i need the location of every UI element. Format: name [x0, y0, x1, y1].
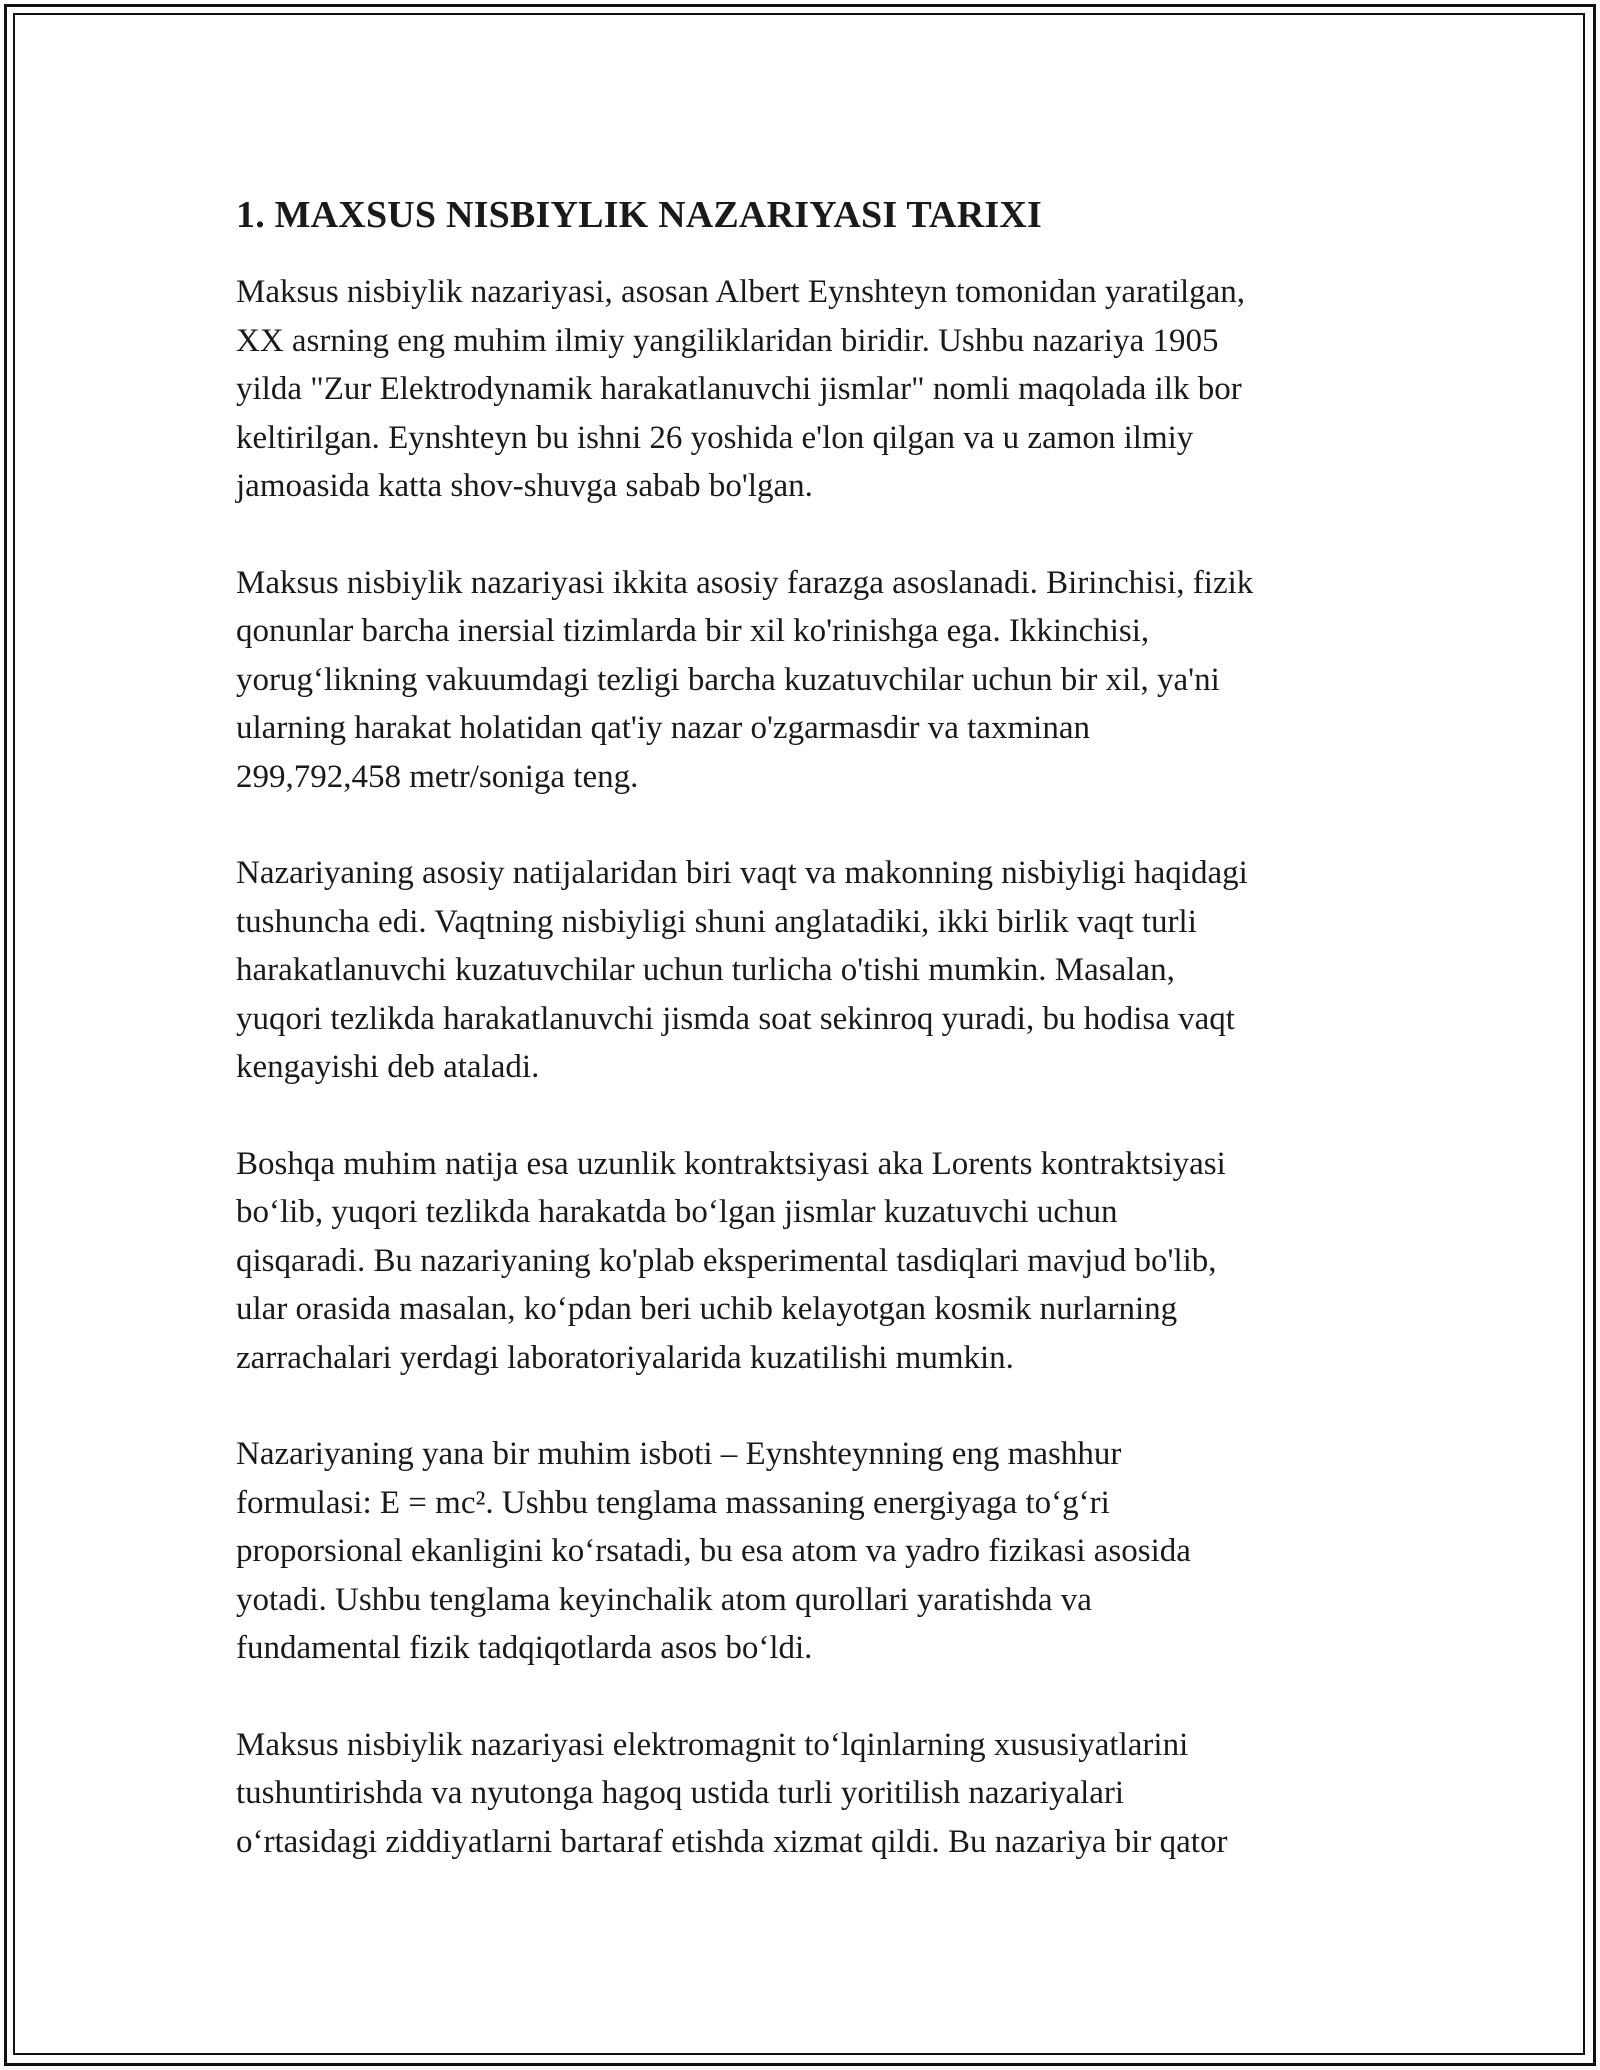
paragraph-history: Maksus nisbiylik nazariyasi, asosan Albert Eynshteyn tomonidan yaratilgan, XX asrning eng muhim ilmiy yangiliklaridan biridir. Ushbu nazariya 1905 yilda "Zur Elektrodynamik harakatlanuvchi jismlar" nomli maqolada ilk bor keltirilgan. Eynshteyn bu ishni 26 yoshida e'lon qilgan va u zamon ilmiy jamoasida katta shov-shuvga sabab bo'lgan.	[236, 274, 1246, 504]
paragraph-length-contraction: Boshqa muhim natija esa uzunlik kontraktsiyasi aka Lorents kontraktsiyasi bo‘lib, yuqori tezlikda harakatda bo‘lgan jismlar kuzatuvchi uchun qisqaradi. Bu nazariyaning ko'plab eksperimental tasdiqlari mavjud bo'lib, ular orasida masalan, ko‘pdan beri uchib kelayotgan kosmik nurlarning zarrachalari yerdagi laboratoriyalarida kuzatilishi mumkin.	[236, 1145, 1226, 1376]
paragraph-time-dilation: Nazariyaning asosiy natijalaridan biri vaqt va makonning nisbiyligi haqidagi tushuncha edi. Vaqtning nisbiyligi shuni anglatadiki, ikki birlik vaqt turli harakatlanuvchi kuzatuvchilar uchun turlicha o'tishi mumkin. Masalan, yuqori tezlikda harakatlanuvchi jismda soat sekinroq yuradi, bu hodisa vaqt kengayishi deb ataladi.	[236, 855, 1248, 1085]
document-body	[236, 186, 1386, 1914]
paragraph-postulates: Maksus nisbiylik nazariyasi ikkita asosiy farazga asoslanadi. Birinchisi, fizik qonunlar barcha inersial tizimlarda bir xil ko'rinishga ega. Ikkinchisi, yorug‘likning vakuumdagi tezligi barcha kuzatuvchilar uchun bir xil, ya'ni ularning harakat holatidan qat'iy nazar o'zgarmasdir va taxminan 299,792,458 metr/soniga teng.	[236, 564, 1254, 795]
paragraph-mass-energy: Nazariyaning yana bir muhim isboti – Eynshteynning eng mashhur formulasi: E = mc². Ushbu tenglama massaning energiyaga to‘g‘ri proporsional ekanligini ko‘rsatadi, bu esa atom va yadro fizikasi asosida yotadi. Ushbu tenglama keyinchalik atom qurollari yaratishda va fundamental fizik tadqiqotlarda asos bo‘ldi.	[236, 1436, 1191, 1666]
paragraph-electromagnetism: Maksus nisbiylik nazariyasi elektromagnit to‘lqinlarning xususiyatlarini tushuntirishda va nyutonga hagoq ustida turli yoritilish nazariyalari o‘rtasidagi ziddiyatlarni bartaraf etishda xizmat qildi. Bu nazariya bir qator	[236, 1726, 1228, 1860]
document-title: 1. MAXSUS NISBIYLIK NAZARIYASI TARIXI	[236, 194, 1042, 236]
